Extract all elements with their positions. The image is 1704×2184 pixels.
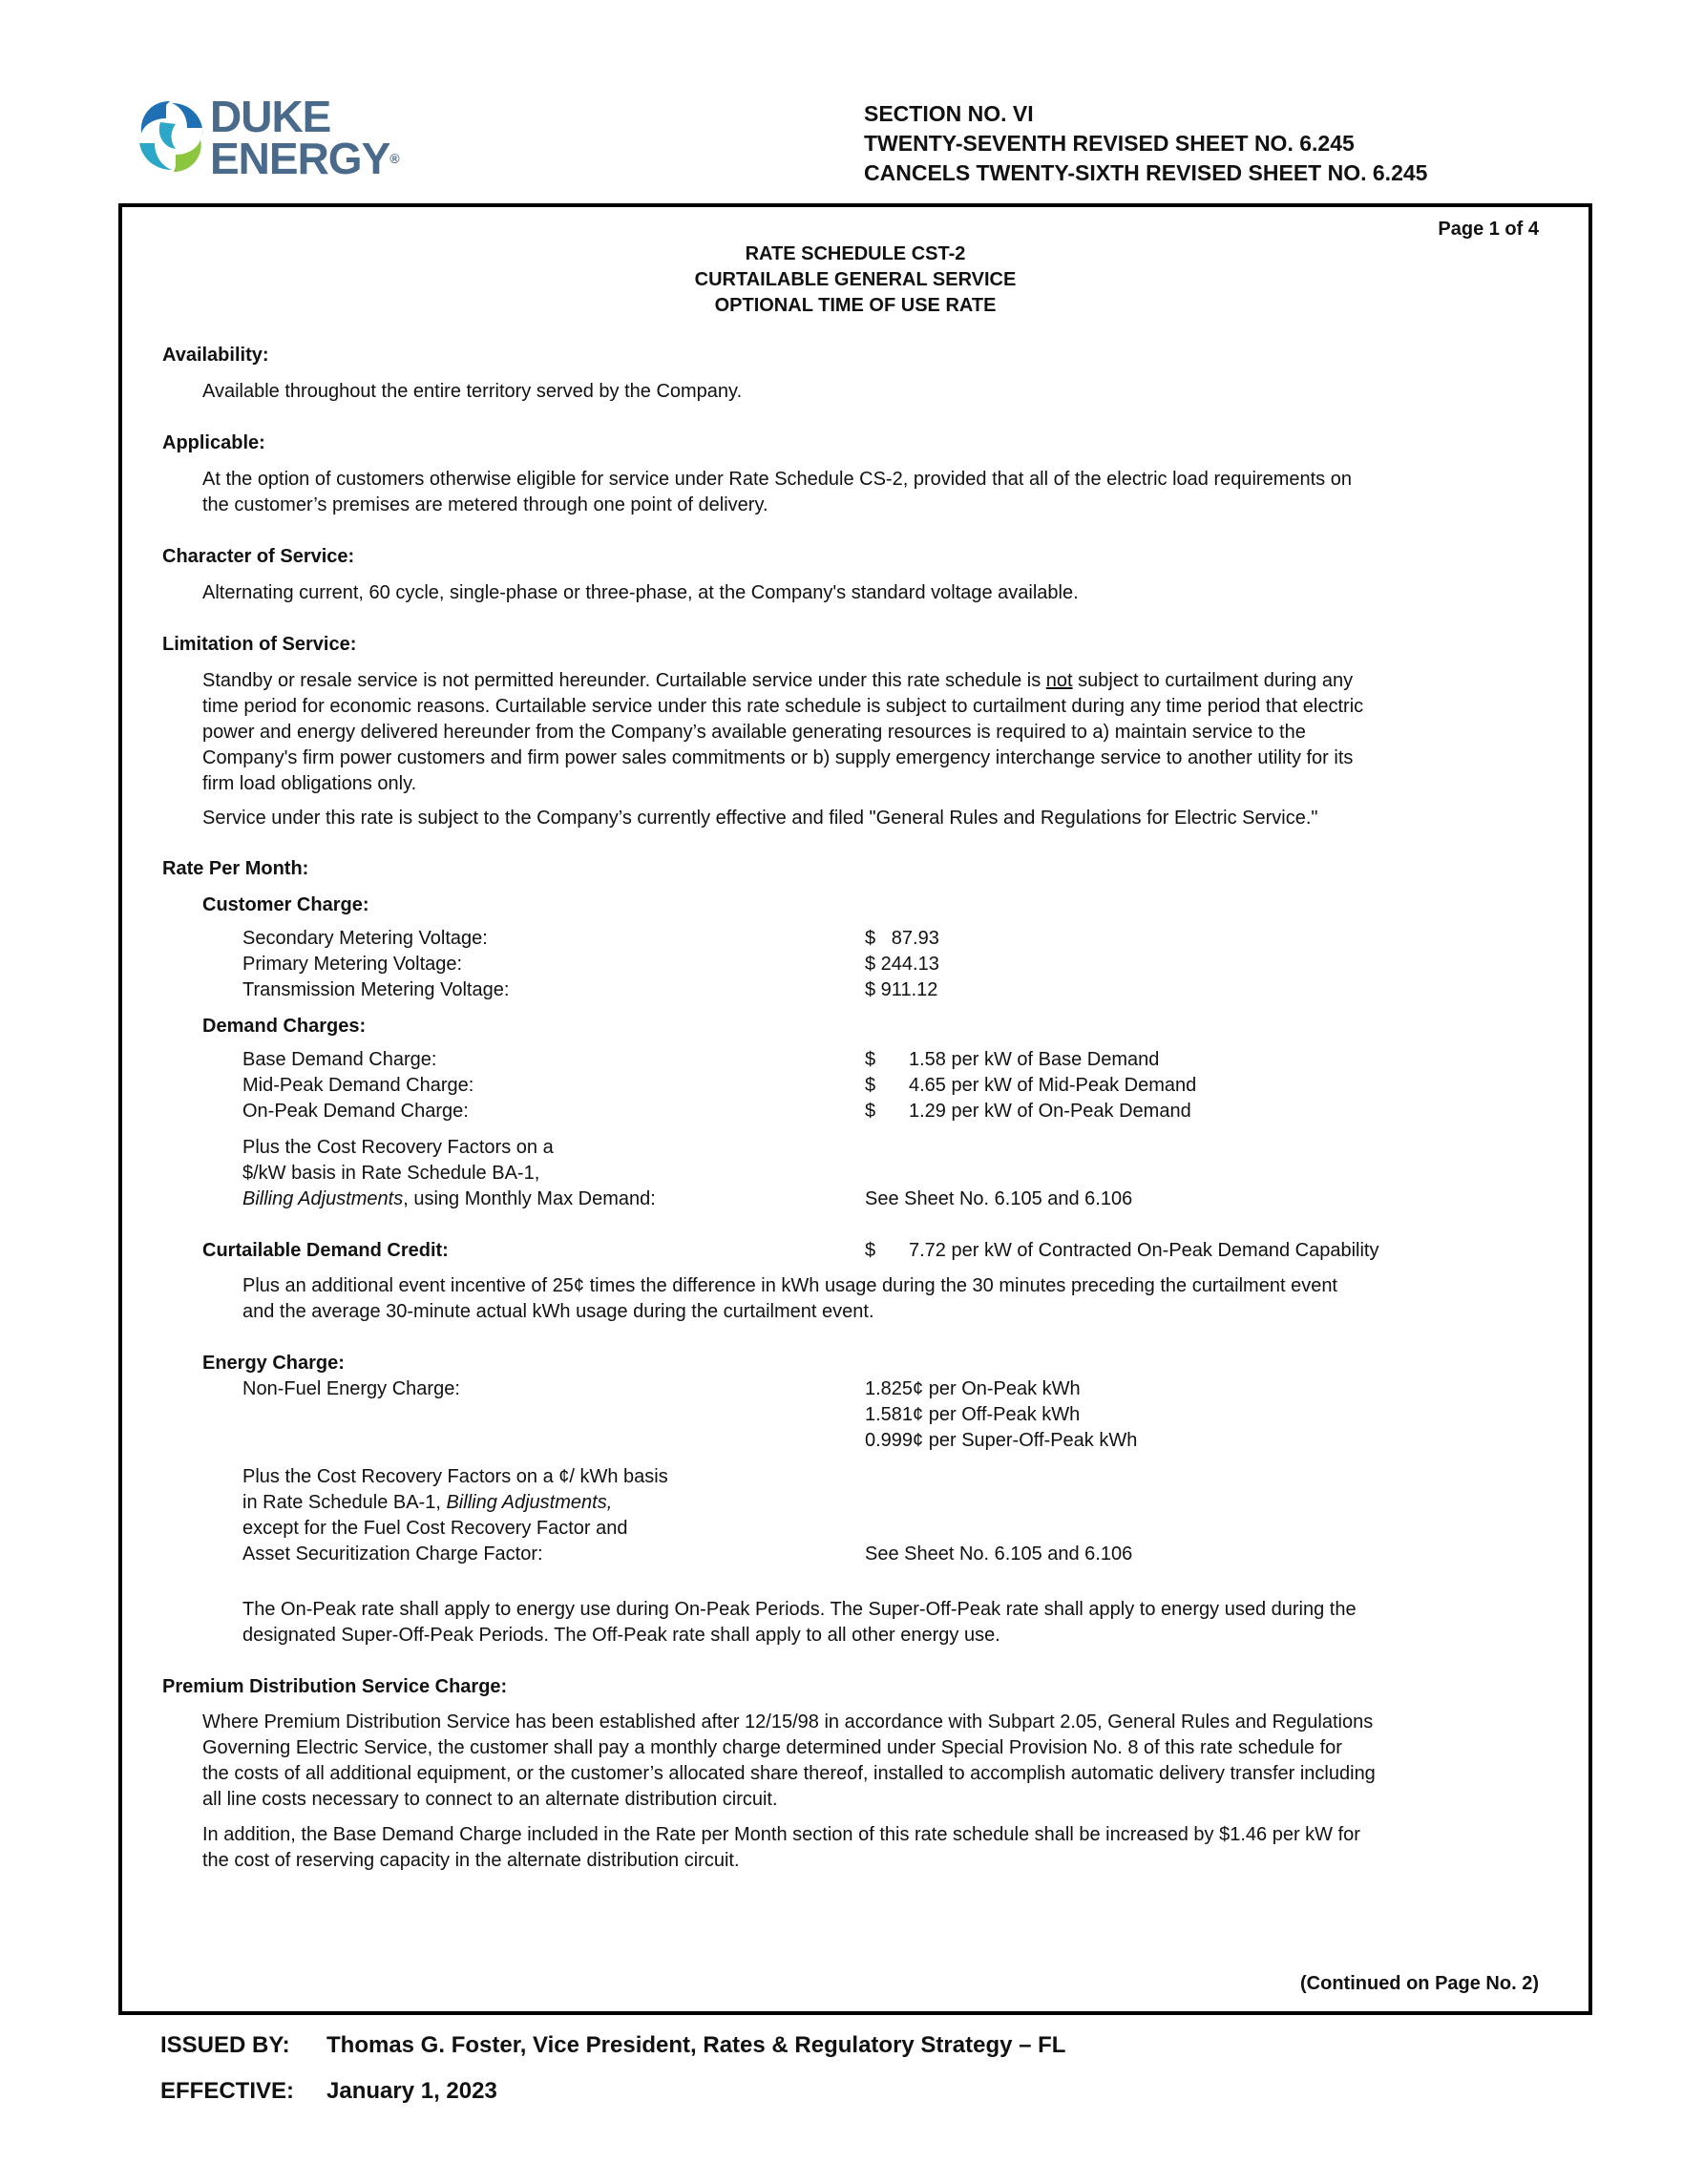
demand-charges-heading: Demand Charges: [202, 1016, 367, 1037]
curtailable-credit-heading: Curtailable Demand Credit: [202, 1240, 449, 1261]
customer-charge-label-2: Primary Metering Voltage: [242, 954, 463, 975]
energy-value-on-peak: 1.825¢ per On-Peak kWh [865, 1378, 1081, 1399]
applicable-heading: Applicable: [162, 432, 265, 453]
issued-by-value: Thomas G. Foster, Vice President, Rates & Regulatory Strategy – FL [326, 2032, 1066, 2058]
customer-charge-value-1: $ 87.93 [865, 928, 939, 949]
energy-charge-label: Non-Fuel Energy Charge: [242, 1378, 460, 1399]
demand-label-1: Base Demand Charge: [242, 1049, 437, 1070]
character-text: Alternating current, 60 cycle, single-phase or three-phase, at the Company's standard voltage available. [202, 582, 1079, 603]
customer-charge-label-3: Transmission Metering Voltage: [242, 979, 510, 1000]
rate-schedule-frame [118, 203, 1592, 2015]
limitation-line-2: time period for economic reasons. Curtailable service under this rate schedule is subject to curtailment during any time period that electric [202, 696, 1364, 717]
energy-plus-line-2 [242, 1490, 612, 1516]
applicable-line-2: the customer’s premises are metered through one point of delivery. [202, 494, 768, 515]
energy-charge-heading: Energy Charge: [202, 1353, 345, 1374]
duke-energy-logo-icon [132, 94, 208, 179]
premium-heading: Premium Distribution Service Charge: [162, 1676, 508, 1697]
demand-plus-value: See Sheet No. 6.105 and 6.106 [865, 1188, 1133, 1209]
premium-line-4: all line costs necessary to connect to an alternate distribution circuit. [202, 1789, 778, 1810]
customer-charge-label-1: Secondary Metering Voltage: [242, 928, 488, 949]
energy-plus-line-2-pre: in Rate Schedule BA-1, [242, 1492, 447, 1513]
demand-plus-line-2: $/kW basis in Rate Schedule BA-1, [242, 1163, 540, 1184]
sheet-header [864, 99, 1427, 188]
customer-charge-heading: Customer Charge: [202, 894, 369, 915]
limitation-underlined-not: not [1045, 670, 1073, 691]
demand-dollar-2: $ [865, 1075, 876, 1096]
limitation-heading: Limitation of Service: [162, 634, 357, 655]
demand-label-3: On-Peak Demand Charge: [242, 1101, 469, 1122]
registered-mark: ® [389, 151, 400, 166]
issued-by-label: ISSUED BY: [160, 2032, 290, 2058]
customer-charge-value-2: $ 244.13 [865, 954, 939, 975]
demand-plus-line-1: Plus the Cost Recovery Factors on a [242, 1137, 554, 1158]
limitation-text-before: Standby or resale service is not permitted hereunder. Curtailable service under this rate schedule is [202, 670, 1046, 691]
energy-plus-value: See Sheet No. 6.105 and 6.106 [865, 1544, 1133, 1564]
demand-value-2: 4.65 per kW of Mid-Peak Demand [909, 1075, 1197, 1096]
limitation-line-1 [202, 668, 1353, 694]
curtailable-credit-line-1: Plus an additional event incentive of 25¢ times the difference in kWh usage during the 30 minutes preceding the curtailment event [242, 1275, 1337, 1296]
demand-value-3: 1.29 per kW of On-Peak Demand [909, 1101, 1191, 1122]
demand-plus-line-3-rest: , using Monthly Max Demand: [403, 1188, 656, 1209]
availability-heading: Availability: [162, 345, 269, 366]
limitation-line-4: Company's firm power customers and firm power sales commitments or b) supply emergency interchange service to another utility for its [202, 747, 1354, 768]
title-line-1: RATE SCHEDULE CST-2 [745, 243, 966, 264]
availability-text: Available throughout the entire territory served by the Company. [202, 381, 743, 402]
title-line-2: CURTAILABLE GENERAL SERVICE [694, 269, 1017, 290]
energy-plus-line-4: Asset Securitization Charge Factor: [242, 1544, 543, 1564]
curtailable-credit-line-2: and the average 30-minute actual kWh usage during the curtailment event. [242, 1301, 874, 1322]
duke-energy-logo [132, 94, 418, 189]
curtailable-credit-dollar: $ [865, 1240, 876, 1261]
demand-dollar-1: $ [865, 1049, 876, 1070]
premium-line-5: In addition, the Base Demand Charge included in the Rate per Month section of this rate schedule shall be increased by $1.46 per kW for [202, 1824, 1360, 1845]
energy-value-off-peak: 1.581¢ per Off-Peak kWh [865, 1404, 1081, 1425]
premium-line-6: the cost of reserving capacity in the alternate distribution circuit. [202, 1850, 740, 1871]
billing-adjustments-italic: Billing Adjustments [242, 1188, 404, 1209]
premium-line-3: the costs of all additional equipment, or the customer’s allocated share thereof, installed to accomplish automatic delivery transfer including [202, 1763, 1376, 1784]
energy-note-line-2: designated Super-Off-Peak Periods. The Off-Peak rate shall apply to all other energy use. [242, 1625, 1000, 1646]
curtailable-credit-value: 7.72 per kW of Contracted On-Peak Demand Capability [909, 1240, 1379, 1261]
energy-billing-adjustments-italic: Billing Adjustments, [446, 1492, 613, 1513]
section-number: SECTION NO. VI [864, 101, 1034, 126]
title-line-3: OPTIONAL TIME OF USE RATE [714, 295, 997, 316]
logo-wordmark [210, 92, 400, 183]
energy-plus-line-3: except for the Fuel Cost Recovery Factor and [242, 1518, 628, 1539]
page-number: Page 1 of 4 [1438, 219, 1539, 240]
logo-line-energy: ENERGY [210, 134, 390, 183]
effective-value: January 1, 2023 [326, 2078, 497, 2104]
limitation-line-3: power and energy delivered hereunder from the Company’s available generating resources is required to a) maintain service to the [202, 722, 1306, 743]
character-heading: Character of Service: [162, 546, 355, 567]
premium-line-1: Where Premium Distribution Service has been established after 12/15/98 in accordance with Subpart 2.05, General Rules and Regulations [202, 1712, 1374, 1732]
demand-label-2: Mid-Peak Demand Charge: [242, 1075, 474, 1096]
logo-line-duke: DUKE [210, 92, 331, 141]
premium-line-2: Governing Electric Service, the customer shall pay a monthly charge determined under Special Provision No. 8 of this rate schedule for [202, 1737, 1342, 1758]
demand-plus-line-3 [242, 1186, 656, 1212]
applicable-line-1: At the option of customers otherwise eligible for service under Rate Schedule CS-2, provided that all of the electric load requirements on [202, 469, 1352, 490]
limitation-paragraph-2: Service under this rate is subject to the Company’s currently effective and filed "General Rules and Regulations for Electric Service." [202, 808, 1318, 829]
demand-dollar-3: $ [865, 1101, 876, 1122]
sheet-number: TWENTY-SEVENTH REVISED SHEET NO. 6.245 [864, 131, 1355, 156]
demand-value-1: 1.58 per kW of Base Demand [909, 1049, 1160, 1070]
limitation-text-after: subject to curtailment during any [1072, 670, 1354, 691]
rate-heading: Rate Per Month: [162, 858, 309, 879]
customer-charge-value-3: $ 911.12 [865, 979, 938, 1000]
effective-label: EFFECTIVE: [160, 2078, 295, 2104]
energy-value-super-off-peak: 0.999¢ per Super-Off-Peak kWh [865, 1430, 1138, 1451]
cancels-sheet: CANCELS TWENTY-SIXTH REVISED SHEET NO. 6.245 [864, 160, 1428, 185]
energy-plus-line-1: Plus the Cost Recovery Factors on a ¢/ kWh basis [242, 1466, 668, 1487]
limitation-line-5: firm load obligations only. [202, 773, 417, 794]
energy-note-line-1: The On-Peak rate shall apply to energy use during On-Peak Periods. The Super-Off-Peak rate shall apply to energy used during the [242, 1599, 1357, 1620]
continued-note: (Continued on Page No. 2) [1300, 1973, 1539, 1994]
